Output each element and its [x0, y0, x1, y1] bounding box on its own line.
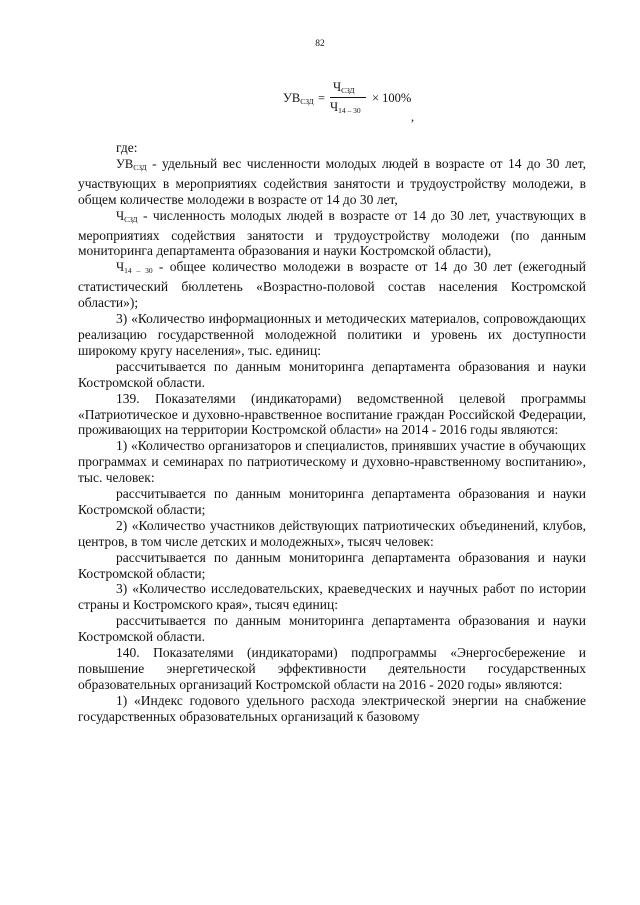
formula-lhs: [283, 91, 314, 106]
paragraph: рассчитывается по данным мониторинга департамента образования и науки Костромской области;: [78, 486, 586, 517]
paragraph: 140. Показателями (индикаторами) подпрограммы «Энергосбережение и повышение энергетической эффективности деятельности государственных образовательных организаций Костромской области на 2016 - 2020 годы» являются:: [78, 645, 586, 692]
formula-lhs-sub: СЗД: [300, 97, 314, 106]
formula-comma: ,: [411, 110, 415, 124]
definition-uv-symbol-sub: СЗД: [133, 162, 147, 172]
definition-uv-symbol-main: УВ: [116, 156, 134, 171]
definition-ch-14-30-symbol: [116, 260, 153, 274]
paragraph: 3) «Количество исследовательских, краеведческих и научных работ по истории страны и Костромского края», тысяч единиц:: [78, 581, 586, 613]
definition-ch-14-30-symbol-main: Ч: [116, 260, 125, 275]
paragraph: 1) «Индекс годового удельного расхода электрической энергии на снабжение государственных образовательных организаций к базовому: [78, 692, 586, 724]
definition-ch-14-30: [78, 259, 586, 311]
definition-ch-szd-text: - численность молодых людей в возрасте от 14 до 30 лет, участвующих в мероприятиях содействия занятости и трудоустройству молодежи (по данным мониторинга департамента образования и науки Костромской области),: [78, 207, 586, 259]
definition-ch-14-30-symbol-sub: 14 – 30: [124, 266, 153, 276]
paragraph: 2) «Количество участников действующих патриотических объединений, клубов, центров, в том числе детских и молодежных», тысяч человек:: [78, 517, 586, 549]
paragraph: рассчитывается по данным мониторинга департамента образования и науки Костромской области.: [78, 613, 586, 645]
definition-uv: [78, 156, 586, 208]
formula-numerator-sub: СЗД: [341, 86, 355, 95]
fraction-bar: [330, 97, 366, 98]
definition-ch-szd-symbol-sub: СЗД: [124, 214, 138, 224]
formula: [283, 80, 483, 124]
paragraph: 3) «Количество информационных и методических материалов, сопровождающих реализацию государственной молодежной политики и уровень их доступности широкому кругу населения», тыс. единиц:: [78, 311, 586, 358]
where-label: где:: [116, 140, 138, 155]
paragraph: рассчитывается по данным мониторинга департамента образования и науки Костромской области;: [78, 549, 586, 581]
formula-lhs-main: УВ: [283, 91, 301, 105]
document-body: [78, 140, 586, 725]
definition-ch-14-30-text: - общее количество молодежи в возрасте от 14 до 30 лет (ежегодный статистический бюллетень «Возрастно-половой состав населения Костромской области»);: [78, 259, 586, 311]
paragraph: 139. Показателями (индикаторами) ведомственной целевой программы «Патриотическое и духовно-нравственное воспитание граждан Российской Федерации, проживающих на территории Костромской области» на 2014 - 2016 годы являются:: [78, 390, 586, 438]
definition-uv-text: - удельный вес численности молодых людей в возрасте от 14 до 30 лет, участвующих в мероприятиях содействия занятости и трудоустройству молодежи, в общем количестве молодежи в возрасте от 14 до 30 лет,: [78, 155, 586, 207]
definition-ch-szd-symbol: [116, 209, 138, 223]
formula-numerator-main: Ч: [333, 80, 342, 94]
formula-denominator-main: Ч: [330, 100, 339, 114]
definition-ch-szd-symbol-main: Ч: [116, 208, 125, 223]
formula-numerator: [333, 80, 355, 95]
paragraph: 1) «Количество организаторов и специалистов, принявших участие в обучающих программах и семинарах по патриотическому и духовно-нравственному воспитанию», тыс. человек:: [78, 438, 586, 486]
formula-equals: =: [318, 91, 326, 105]
formula-multiplier: × 100%: [372, 91, 412, 105]
formula-denominator-sub: 14 – 30: [338, 106, 361, 115]
paragraph: рассчитывается по данным мониторинга департамента образования и науки Костромской области.: [78, 358, 586, 390]
definition-uv-symbol: [116, 157, 147, 171]
definition-ch-szd: [78, 208, 586, 260]
formula-denominator: [330, 100, 361, 115]
page-number: 82: [315, 39, 325, 49]
